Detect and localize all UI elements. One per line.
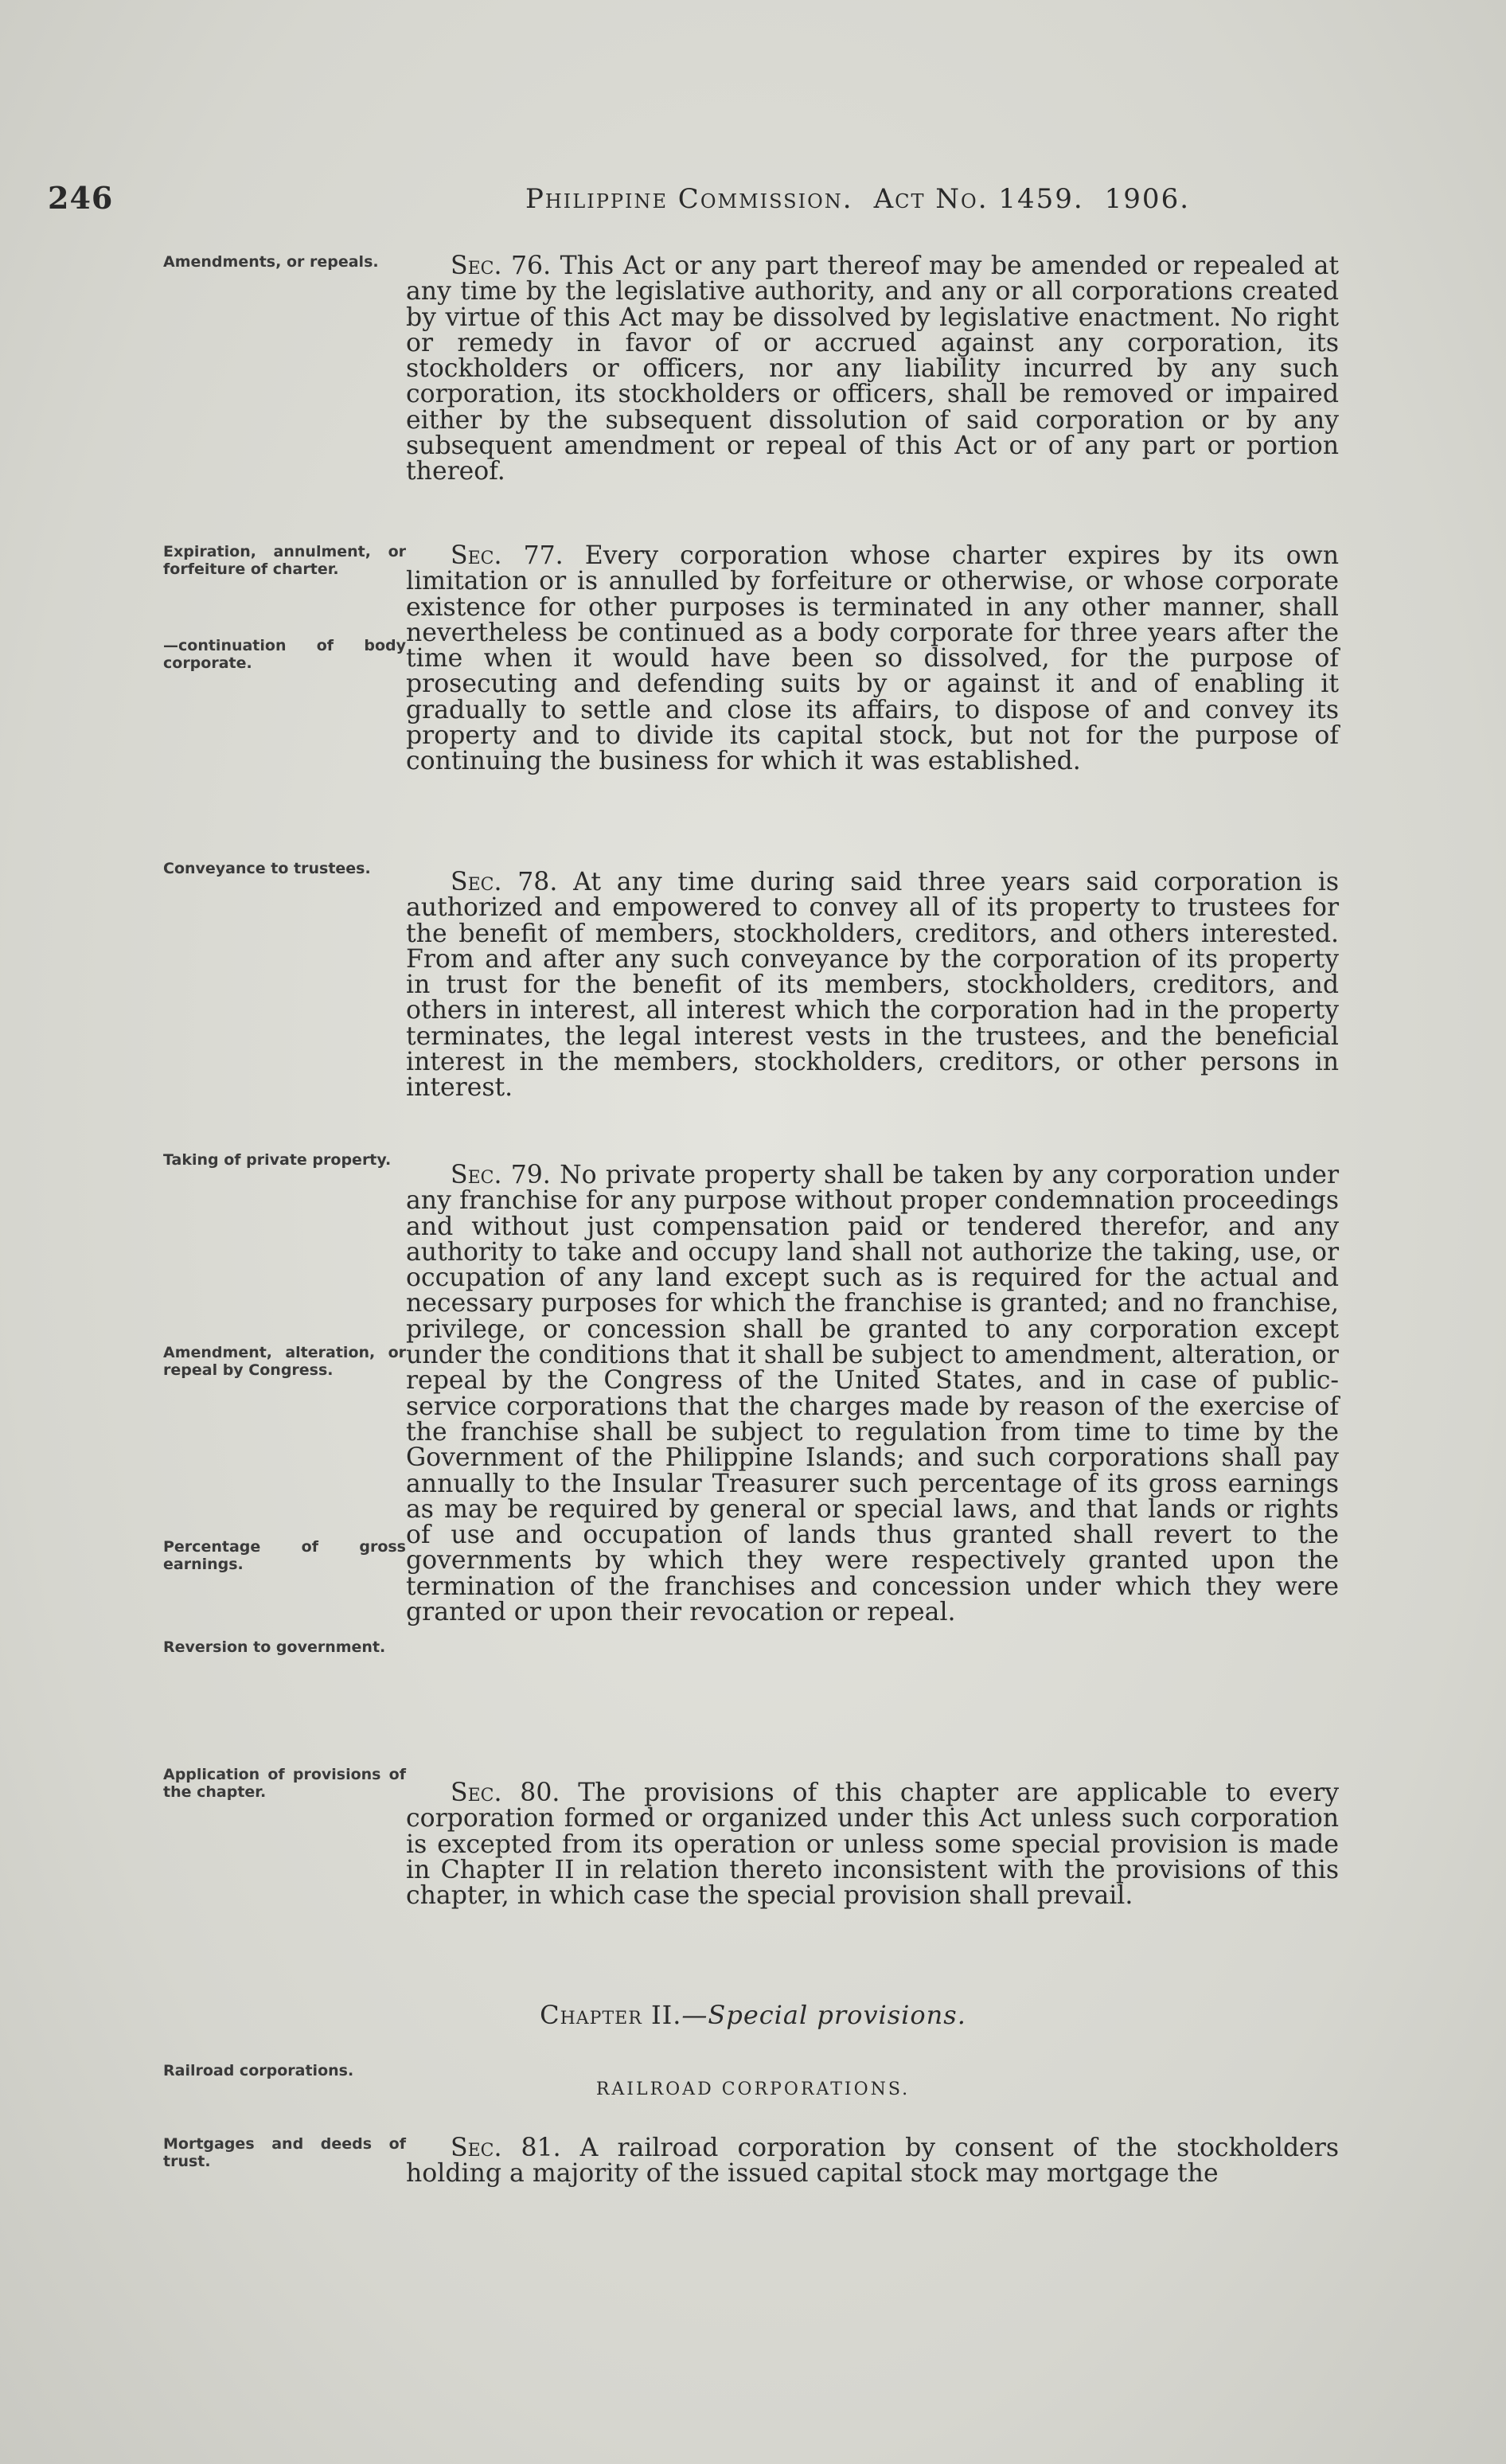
margin-note: Taking of private property.	[163, 1151, 392, 1169]
margin-note: Application of provisions of the chapter.	[163, 1766, 406, 1801]
section-text: A railroad corporation by consent of the stockholders holding a majority of the issued capital stock may mortgage the	[406, 2134, 1339, 2189]
section-text: The provisions of this chapter are applicable to every corporation formed or organized under this Act unless such corporation is excepted from its operation or unless some special provision is made in Chapter II in relation thereto inconsistent with the provisions of this chapter, in which case the special provision shall prevail.	[406, 1779, 1339, 1911]
margin-note: Mortgages and deeds of trust.	[163, 2135, 406, 2170]
margin-note: Reversion to government.	[163, 1638, 386, 1656]
margin-note: Percentage of gross earnings.	[163, 1538, 406, 1573]
section-label: Sec. 81.	[451, 2134, 561, 2162]
act-number: Act No. 1459.	[873, 183, 1084, 215]
section-78	[406, 869, 1339, 1101]
section-text: Every corporation whose charter expires by its own limitation or is annulled by forfeiture or otherwise, or whose corporate existence for other purposes is terminated in any other manner, shall nevertheless be continued as a body corporate for three years after the time when it would have been so dissolved, for the purpose of prosecuting and defending suits by or against it and of enabling it gradually to settle and close its affairs, to dispose of and convey its property and to divide its capital stock, but not for the purpose of continuing the business for which it was established.	[406, 541, 1339, 776]
section-label: Sec. 78.	[451, 868, 558, 896]
year: 1906.	[1104, 183, 1191, 215]
section-76	[406, 253, 1339, 485]
margin-note: —continuation of body corporate.	[163, 637, 406, 672]
section-80	[406, 1779, 1339, 1911]
margin-note: Conveyance to trustees.	[163, 860, 371, 877]
running-title	[525, 183, 1211, 215]
chapter-heading	[0, 2000, 1506, 2030]
chapter-title: —Special provisions.	[681, 2000, 966, 2030]
section-77	[406, 543, 1339, 775]
chapter-label: Chapter II.	[540, 2000, 682, 2030]
margin-note: Amendments, or repeals.	[163, 253, 379, 271]
running-header	[32, 180, 1321, 220]
margin-note: Railroad corporations.	[163, 2062, 354, 2079]
section-text: This Act or any part thereof may be amended or repealed at any time by the legislative authority, and any or all corporations created by virtue of this Act may be dissolved by legislative enactment. No right or remedy in favor of or accrued against any corporation, its stockholders or officers, nor any liability incurred by any such corporation, its stockholders or officers, shall be removed or impaired either by the subsequent dissolution of said corporation or by any subsequent amendment or repeal of this Act or of any part or portion thereof.	[406, 252, 1340, 486]
section-text: No private property shall be taken by any corporation under any franchise for any purpose without proper condemnation proceedings and without just compensation paid or tendered therefor, and any authority to take and occupy land shall not authorize the taking, use, or occupation of any land except such as is required for the actual and necessary purposes for which the franchise is granted; and no franchise, privilege, or concession shall be granted to any corporation except under the conditions that it shall be subject to amendment, alteration, or repeal by the Congress of the United States, and in case of public-service corporations that the charges made by reason of the exercise of the franchise shall be subject to regulation from time to time by the Government of the Philippine Islands; and such corporations shall pay annually to the Insular Treasurer such percentage of its gross earnings as may be required by general or special laws, and that lands or rights of use and occupation of lands thus granted shall revert to the governments by which they were respectively granted upon the termination of the franchises and concession under which they were granted or upon their revocation or repeal.	[406, 1161, 1340, 1627]
margin-note: Expiration, annulment, or forfeiture of charter.	[163, 543, 406, 578]
page-number: 246	[48, 180, 114, 216]
publication-title: Philippine Commission.	[525, 183, 853, 215]
section-label: Sec. 79.	[451, 1161, 551, 1189]
section-label: Sec. 76.	[451, 252, 552, 280]
section-label: Sec. 77.	[451, 541, 564, 570]
section-79	[406, 1162, 1339, 1625]
margin-note: Amendment, alteration, or repeal by Congress.	[163, 1344, 406, 1379]
subheading: RAILROAD CORPORATIONS.	[595, 2079, 911, 2099]
section-81	[406, 2135, 1339, 2187]
section-label: Sec. 80.	[451, 1779, 560, 1807]
section-text: At any time during said three years said corporation is authorized and empowered to convey all of its property to trustees for the benefit of members, stockholders, creditors, and others interested. From and after any such conveyance by the corporation of its property in trust for the benefit of its members, stockholders, creditors, and others in interest, all interest which the corporation had in the property terminates, the legal interest vests in the trustees, and the beneficial interest in the members, stockholders, creditors, or other persons in interest.	[406, 868, 1340, 1103]
